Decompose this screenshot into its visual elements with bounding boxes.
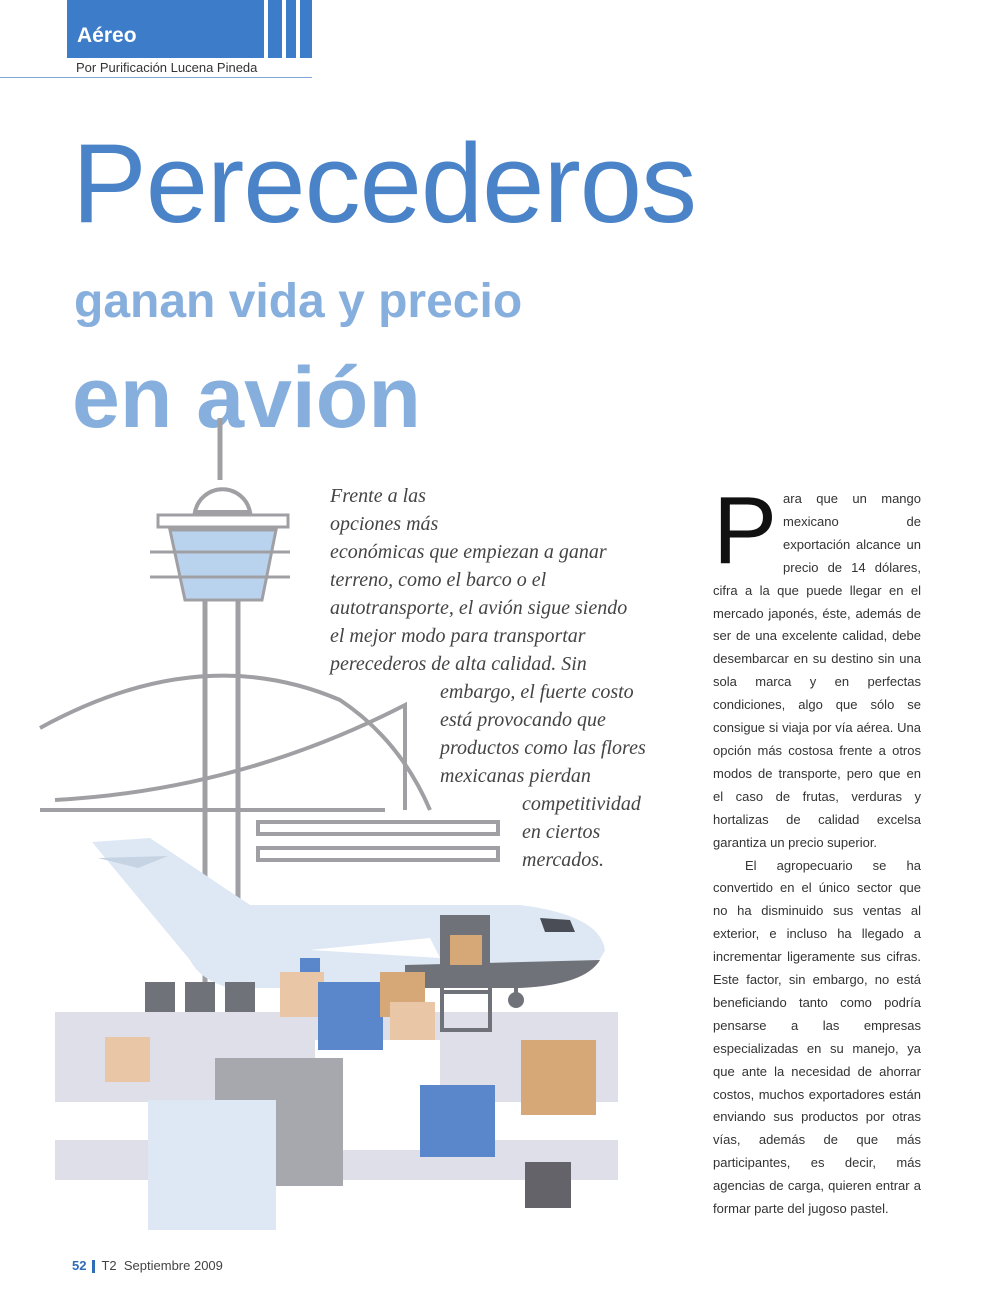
section-label: Aéreo: [77, 24, 137, 47]
lead-line: Frente a las: [330, 485, 426, 507]
lead-line: embargo, el fuerte costo: [440, 681, 634, 703]
gate-rails: [258, 822, 498, 860]
dropcap: P: [713, 477, 778, 584]
paragraph-1: ara que un mango mexicano de exportación alcance un precio de 14 dólares, cifra a la que puede llegar en el mercado japonés, éste, además de ser de una excelente calidad, debe desembarcar en su destino sin una sola marca y en perfectas condiciones, algo que sólo se consigue si viaja por vía aérea. Una opción más costosa frente a otros modos de transporte, pero que en el caso de frutas, verduras y hortalizas de calidad excelsa garantiza un precio superior.: [713, 491, 921, 850]
lead-line: opciones más: [330, 513, 439, 535]
lead-line: mercados.: [522, 849, 605, 871]
folio-divider: [92, 1260, 95, 1273]
lead-line: está provocando que: [440, 709, 606, 731]
title-subline: ganan vida y precio: [74, 275, 523, 328]
lead-line: el mejor modo para transportar: [330, 625, 586, 647]
issue-date: Septiembre 2009: [123, 1258, 223, 1273]
lead-line: económicas que empiezan a ganar: [330, 541, 607, 563]
title-perecederos: Perecederos: [72, 121, 697, 246]
lead-line: en ciertos: [522, 821, 601, 843]
lead-line: mexicanas pierdan: [440, 765, 591, 787]
lead-line: competitividad: [522, 793, 641, 815]
byline: Por Purificación Lucena Pineda: [76, 60, 258, 75]
lead-line: perecederos de alta calidad. Sin: [330, 653, 587, 675]
runway-arcs: [40, 676, 430, 810]
lead-line: autotransporte, el avión sigue siendo: [330, 597, 628, 619]
issue-number: T2: [101, 1258, 117, 1273]
body-paragraph: [713, 477, 921, 855]
page-number: 52: [72, 1258, 87, 1273]
lead-line: terreno, como el barco o el: [330, 569, 547, 591]
paragraph-2: El agropecuario se ha convertido en el único sector que no ha disminuido sus ventas al exterior, e incluso ha llegado a incrementar ligeramente sus cifras. Este factor, sin embargo, no está beneficiando tanto como podría pensarse a las empresas especializadas en su manejo, ya que ante la necesidad de ahorrar costos, muchos exportadores están enviando sus productos por otras vías, además de que más participantes, es decir, más agencias de carga, quieren entrar a formar parte del jugoso pastel.: [713, 857, 921, 1217]
title-en-avion: en avión: [72, 350, 421, 446]
lead-line: productos como las flores: [440, 737, 646, 759]
folio: [72, 1258, 223, 1273]
body-column: [713, 477, 921, 1221]
